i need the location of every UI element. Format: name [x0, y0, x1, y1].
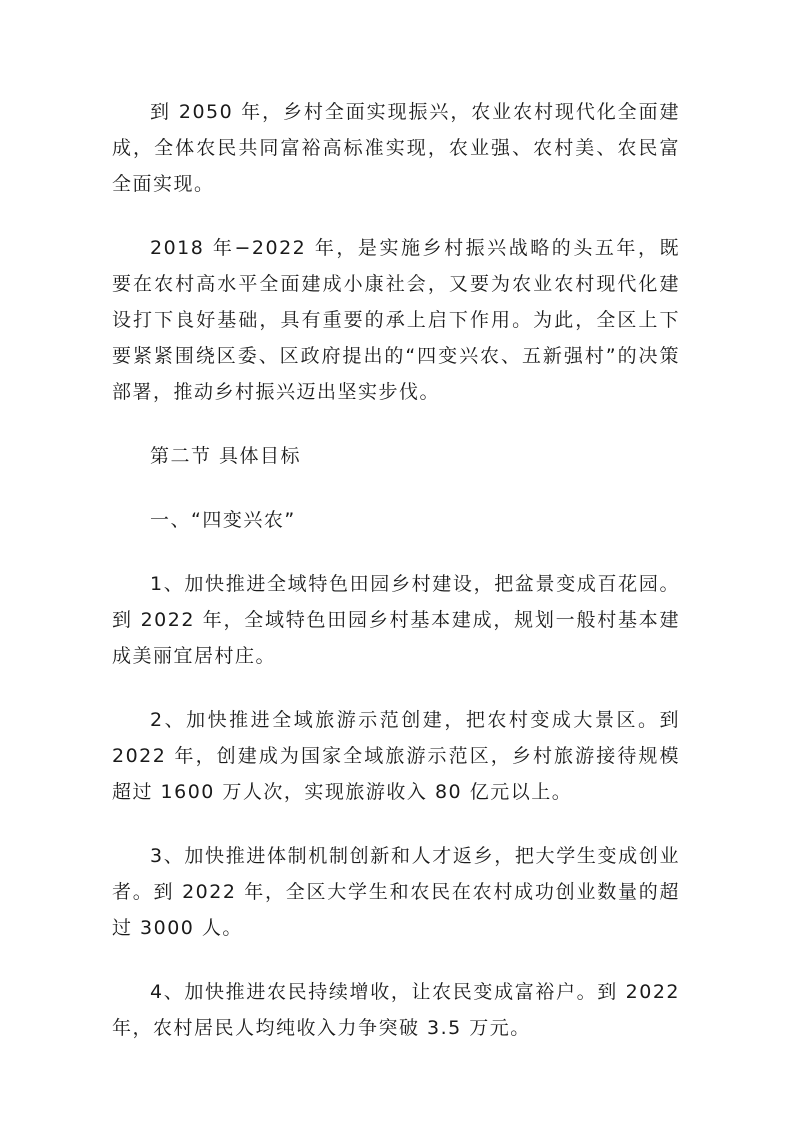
list-item: 2、加快推进全域旅游示范创建，把农村变成大景区。到 2022 年，创建成为国家全域旅游示范区，乡村旅游接待规模超过 1600 万人次，实现旅游收入 80 亿元以上。: [112, 709, 680, 803]
paragraph-gap: [112, 410, 680, 438]
list-item: 4、加快推进农民持续增收，让农民变成富裕户。到 2022 年，农村居民人均纯收入力争突破 3.5 万元。: [112, 981, 680, 1039]
subsection-title: 一、“四变兴农”: [150, 509, 296, 531]
paragraph-gap: [112, 674, 680, 702]
paragraph-gap: [112, 474, 680, 502]
paragraph-gap: [112, 810, 680, 838]
list-item: 1、加快推进全域特色田园乡村建设，把盆景变成百花园。到 2022 年，全域特色田园乡村基本建成，规划一般村基本建成美丽宜居村庄。: [112, 573, 680, 667]
paragraph-gap: [112, 946, 680, 974]
paragraph-2018-2022: 2018 年−2022 年，是实施乡村振兴战略的头五年，既要在农村高水平全面建成小康社会，又要为农业农村现代化建设打下良好基础，具有重要的承上启下作用。为此，全区上下要紧紧围绕区委、区政府提出的“四变兴农、五新强村”的决策部署，推动乡村振兴迈出坚实步伐。: [112, 237, 680, 403]
paragraph-2050-goal: 到 2050 年，乡村全面实现振兴，农业农村现代化全面建成，全体农民共同富裕高标准实现，农业强、农村美、农民富全面实现。: [112, 101, 680, 195]
list-item: 3、加快推进体制机制创新和人才返乡，把大学生变成创业者。到 2022 年，全区大学生和农民在农村成功创业数量的超过 3000 人。: [112, 845, 680, 939]
paragraph-gap: [112, 538, 680, 566]
document-body: [112, 94, 680, 1046]
section-title: 第二节 具体目标: [150, 445, 302, 467]
paragraph-gap: [112, 202, 680, 230]
